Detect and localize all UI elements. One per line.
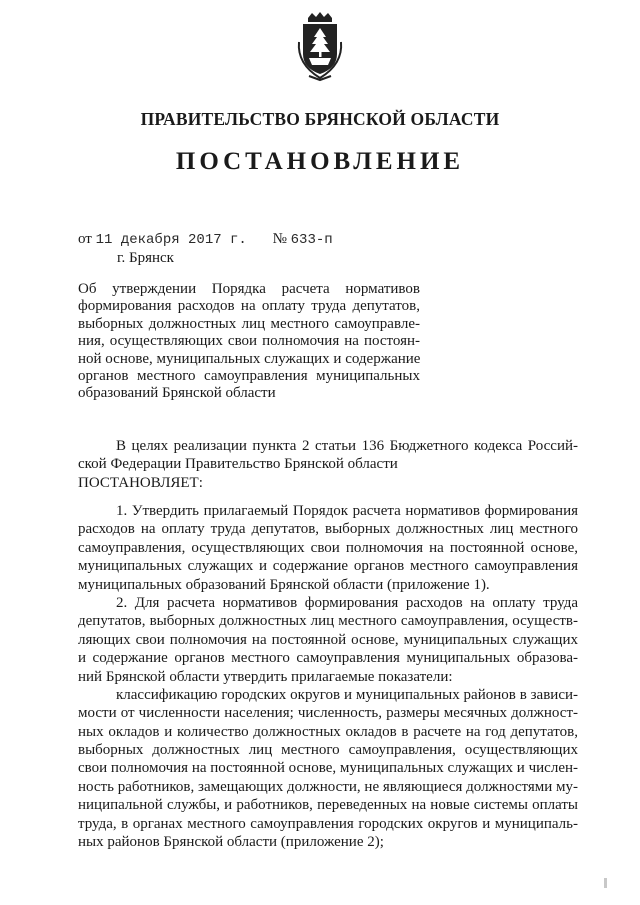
body-line: ных районов Брянской области (приложение 2); (78, 834, 384, 851)
body-line: труда, в органах местного самоуправления городских округов и муниципаль- (78, 815, 578, 832)
body-line: расходов на оплату труда депутатов, выборных должностных лиц местного (78, 521, 578, 538)
document-type: ПОСТАНОВЛЕНИЕ (175, 148, 465, 175)
bryansk-coat-of-arms-icon (291, 12, 349, 82)
body-line: выборных должностных лиц местного самоуправления, осуществляющих (78, 742, 578, 759)
body-line: ность работников, замещающих должности, не являющиеся должностями му- (78, 778, 578, 795)
subject-line: ной основе, муниципальных служащих и содержание (78, 350, 421, 367)
government-title: ПРАВИТЕЛЬСТВО БРЯНСКОЙ ОБЛАСТИ (140, 109, 500, 129)
subject-line: формирования расходов на оплату труда депутатов, (78, 298, 420, 315)
subject-line: ния, осуществляющих свои полномочия на постоян- (78, 333, 420, 350)
body-line: свои полномочия на постоянной основе, муниципальных служащих и числен- (78, 760, 578, 777)
document-subject (78, 281, 420, 403)
document-body (78, 502, 578, 851)
preamble-line: В целях реализации пункта 2 статьи 136 Бюджетного кодекса Россий- (116, 438, 578, 454)
resolution-word: ПОСТАНОВЛЯЕТ: (78, 474, 203, 491)
subject-line: выборных должностных лиц местного самоуправле- (78, 315, 420, 332)
body-line: и содержание органов местного самоуправления муниципальных образова- (78, 650, 578, 667)
subject-line: органов местного самоуправления муниципальных (78, 367, 420, 384)
body-line: 1. Утвердить прилагаемый Порядок расчета нормативов формирования (116, 503, 578, 519)
scan-artifact (604, 878, 607, 888)
body-line: депутатов, выборных должностных лиц местного самоуправления, осуществ- (78, 613, 578, 630)
subject-line: образований Брянской области (78, 385, 276, 402)
city: г. Брянск (117, 250, 174, 266)
body-line: классификацию городских округов и муниципальных районов в зависи- (116, 686, 578, 703)
document-date: 11 декабря 2017 г. (95, 232, 247, 248)
preamble (78, 437, 578, 492)
body-line: муниципальных служащих и содержание органов местного самоуправления (78, 558, 578, 575)
number-prefix: № (272, 231, 287, 247)
subject-line: Об утверждении Порядка расчета нормативов (78, 281, 420, 297)
preamble-line: ской Федерации Правительство Брянской области (78, 456, 398, 473)
body-line: ляющих свои полномочия на постоянной основе, муниципальных служащих (78, 631, 578, 648)
date-number-line (78, 231, 333, 248)
body-line: ний Брянской области утвердить прилагаемые показатели: (78, 668, 453, 685)
body-line: мости от численности населения; численность, размеры месячных должност- (78, 705, 578, 722)
body-line: ниципальной службы, и работников, переведенных на новые системы оплаты (78, 797, 578, 814)
body-line: муниципальных образований Брянской области (приложение 1). (78, 576, 490, 593)
body-line: ных окладов и количество должностных окладов в расчете на год депутатов, (78, 723, 578, 740)
body-line: самоуправления, осуществляющих свои полномочия на постоянной основе, (78, 539, 578, 556)
body-line: 2. Для расчета нормативов формирования расходов на оплату труда (116, 594, 578, 611)
date-prefix: от (78, 231, 92, 247)
document-number: 633-п (290, 232, 333, 248)
